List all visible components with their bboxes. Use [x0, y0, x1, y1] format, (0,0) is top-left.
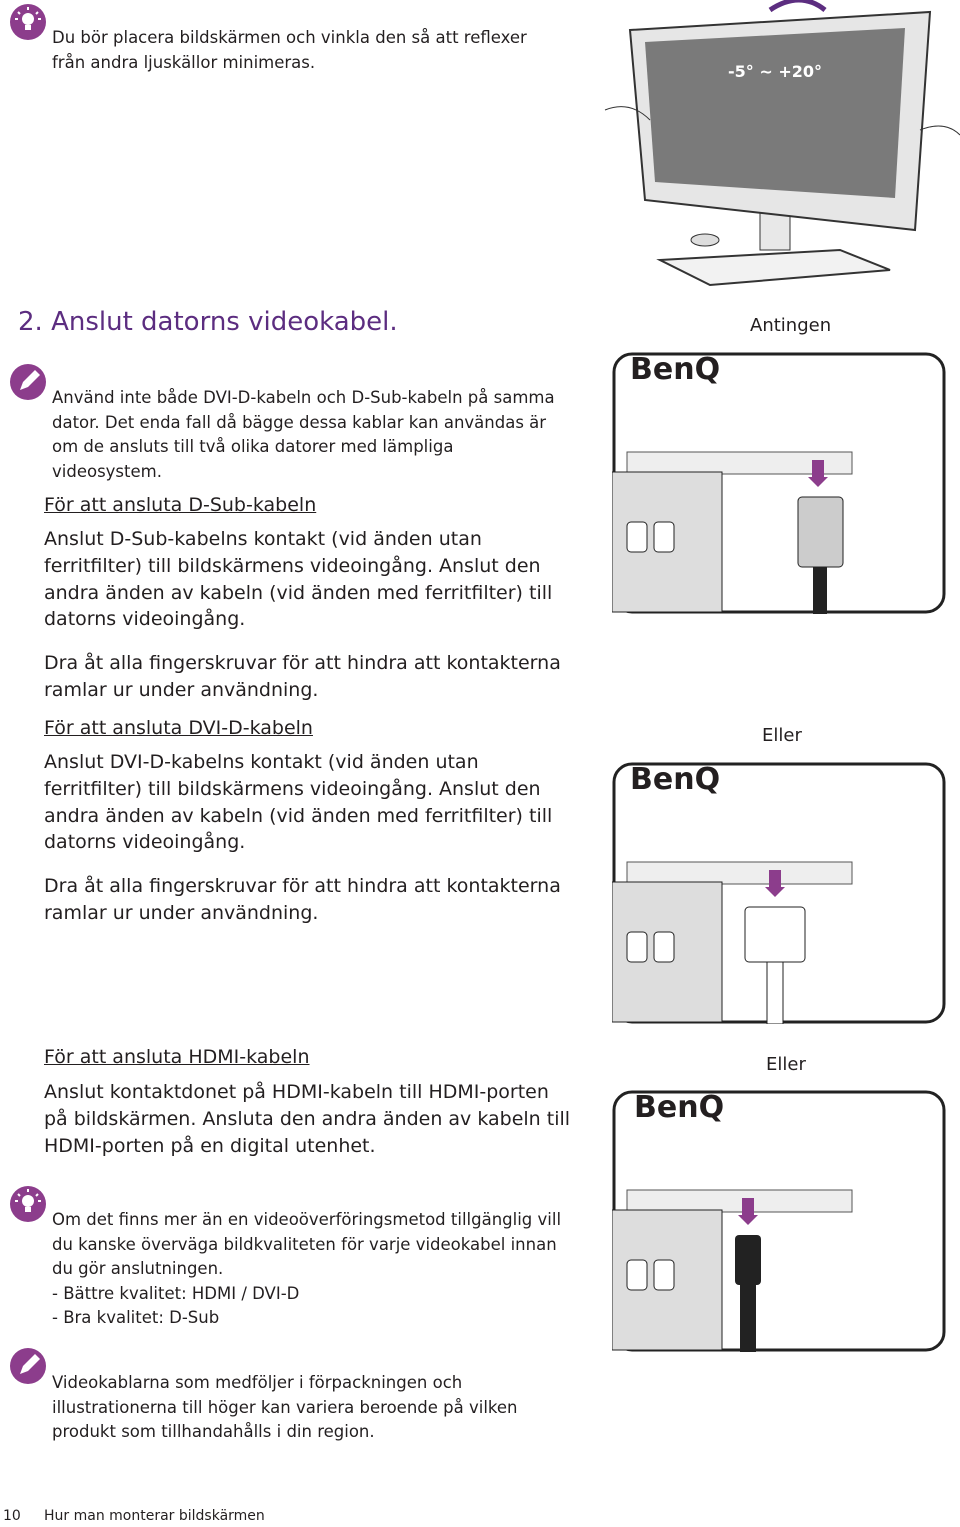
dsub-paragraph-2: Dra åt alla fingerskruvar för att hindra att kontakterna ramlar ur under användning. [44, 652, 561, 701]
hdmi-connection-illustration [612, 1090, 946, 1352]
dvi-heading: För att ansluta DVI-D-kabeln [44, 717, 313, 739]
pencil-icon [10, 364, 46, 400]
dsub-paragraph-1: Anslut D-Sub-kabelns kontakt (vid änden utan ferritfilter) till bildskärmens videoingång. Anslut den andra änden av kabeln (vid änden med ferritfilter) till datorns videoingång. [44, 528, 553, 631]
dsub-connection-illustration [612, 352, 946, 614]
brand-logo-2: BenQ [630, 762, 721, 797]
lightbulb-icon [10, 4, 46, 40]
dvi-connection-illustration [612, 762, 946, 1024]
brand-logo-1: BenQ [630, 352, 721, 387]
dvi-paragraph-1: Anslut DVI-D-kabelns kontakt (vid änden utan ferritfilter) till bildskärmens videoingång. Anslut den andra änden av kabeln (vid änden med ferritfilter) till datorns videoingång. [44, 751, 553, 854]
monitor-tilt-illustration [600, 0, 960, 290]
dvi-paragraph-2: Dra åt alla fingerskruvar för att hindra att kontakterna ramlar ur under användning. [44, 875, 561, 924]
hdmi-paragraph-1: Anslut kontaktdonet på HDMI-kabeln till HDMI-porten på bildskärmen. Ansluta den andra änden av kabeln till HDMI-porten på en digital utenhet. [44, 1081, 571, 1157]
footer-chapter: Hur man monterar bildskärmen [44, 1508, 265, 1524]
lightbulb-icon [10, 1186, 46, 1222]
figure-label-eller-2: Eller [766, 1054, 806, 1075]
brand-logo-3: BenQ [634, 1090, 725, 1125]
dsub-heading: För att ansluta D-Sub-kabeln [44, 494, 317, 516]
hdmi-heading: För att ansluta HDMI-kabeln [44, 1046, 310, 1068]
tilt-angle-label: -5° ~ +20° [728, 62, 822, 81]
note-text-2: Videokablarna som medföljer i förpackningen och illustrationerna till höger kan variera beroende på vilken produkt som tillhandahålls i din region. [52, 1373, 518, 1442]
pencil-icon [10, 1348, 46, 1384]
section-title: 2. Anslut datorns videokabel. [18, 307, 398, 337]
figure-label-eller-1: Eller [762, 725, 802, 746]
tip-text-1: Du bör placera bildskärmen och vinkla den så att reflexer från andra ljuskällor minimeras. [52, 28, 527, 72]
tip-text-2: Om det finns mer än en videoöverföringsmetod tillgänglig vill du kanske överväga bildkvaliteten för varje videokabel innan du gör anslutningen. - Bättre kvalitet: HDMI / DVI-D - Bra kvalitet: D-Sub [52, 1210, 562, 1328]
figure-label-antingen: Antingen [750, 315, 832, 336]
page-number: 10 [3, 1508, 21, 1524]
note-text-1: Använd inte både DVI-D-kabeln och D-Sub-kabeln på samma dator. Det enda fall då bägge dessa kablar kan användas är om de ansluts till två olika datorer med lämpliga videosystem. [52, 388, 555, 481]
